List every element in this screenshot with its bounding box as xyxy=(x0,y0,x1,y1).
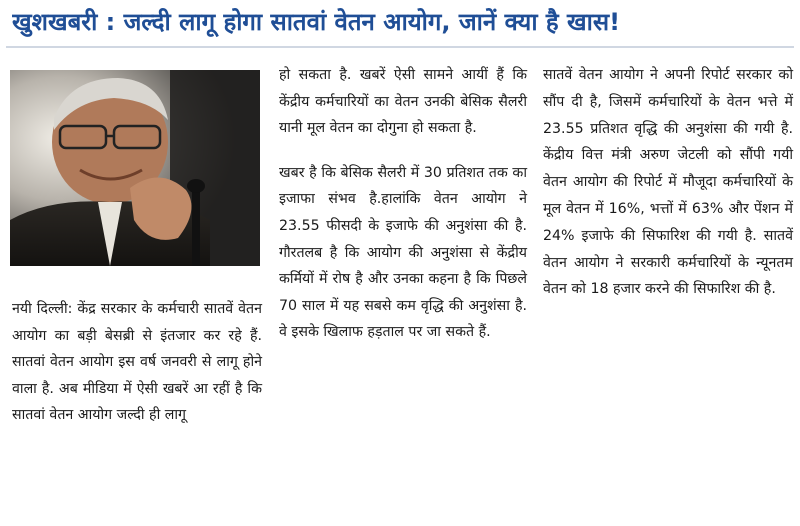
column-2-paragraph-1: हो सकता है. खबरें ऐसी सामने आयीं हैं कि केंद्रीय कर्मचारियों का वेतन उनकी बेसिक सैलरी यानी मूल वेतन का दोगुना हो सकता है. xyxy=(279,67,527,137)
column-1-paragraph: नयी दिल्ली: केंद्र सरकार के कर्मचारी सातवें वेतन आयोग का बड़ी बेसब्री से इंतजार कर रहे हैं. सातवां वेतन आयोग इस वर्ष जनवरी से लागू होने वाला है. अब मीडिया में ऐसी खबरें आ रहीं है कि सातवां वेतन आयोग जल्दी ही लागू xyxy=(12,301,262,424)
column-3-paragraph: सातवें वेतन आयोग ने अपनी रिपोर्ट सरकार को सौंप दी है, जिसमें कर्मचारियों के वेतन भत्ते में 23.55 प्रतिशत वृद्धि की अनुशंसा की गयी है. केंद्रीय वित्त मंत्री अरुण जेटली को सौंपी गयी वेतन आयोग की रिपोर्ट में मौजूदा कर्मचारियों के मूल वेतन में 16%, भत्तों में 63% और पेंशन में 24% इजाफे की सिफारिश की गयी है. सातवें वेतन आयोग ने सरकारी कर्मचारियों के न्यूनतम वेतन को 18 हजार करने की सिफारिश की है. xyxy=(543,67,793,298)
article-photo xyxy=(10,70,260,266)
article-headline: खुशखबरी : जल्दी लागू होगा सातवां वेतन आयोग, जानें क्या है खास! xyxy=(12,8,621,36)
column-2-paragraph-2: खबर है कि बेसिक सैलरी में 30 प्रतिशत तक का इजाफा संभव है.हालांकि वेतन आयोग ने 23.55 फीसदी के इजाफे की अनुशंसा की है. गौरतलब है कि आयोग की अनुशंसा से केंद्रीय कर्मियों में रोष है और उनका कहना है कि पिछले 70 साल में यह सबसे कम वृद्धि की अनुशंसा है. वे इसके खिलाफ हड़ताल पर जा सकते हैं. xyxy=(279,164,527,341)
article-column-1 xyxy=(12,296,262,429)
article-column-3 xyxy=(543,62,793,303)
headline-divider xyxy=(6,46,794,48)
speaker-portrait-image xyxy=(10,70,260,266)
article-column-2 xyxy=(279,62,527,346)
